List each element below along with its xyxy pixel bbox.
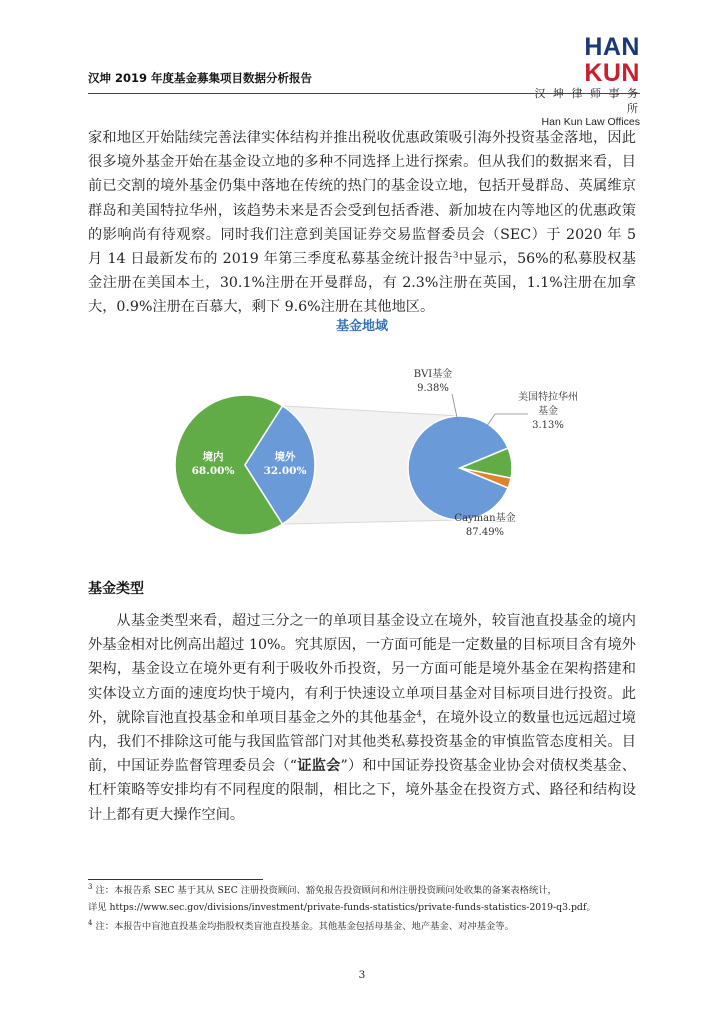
fund-region-chart [0,340,724,550]
sub-label-bvi-value: 9.38% [417,383,449,394]
report-header-title: 汉坤 2019 年度基金募集项目数据分析报告 [88,71,313,85]
sub-label-delaware-value: 3.13% [532,420,564,431]
logo-wordmark [530,34,640,86]
pie-of-pie-chart-svg [0,340,724,550]
logo-english-name: Han Kun Law Offices [541,116,640,128]
han-kun-logo [530,34,640,129]
main-label-domestic-value: 68.00% [191,465,235,477]
footnote-ref-4[interactable]: 4 [416,709,422,720]
footnote-divider [88,879,263,880]
main-label-offshore-value: 32.00% [263,465,307,477]
footnote-4: $^4$ 注：本报告中盲池直投基金均指股权类盲池直投基金。其他基金包括母基金、地产基金、对冲基金等。 [88,918,514,932]
sub-leader-delaware [487,414,528,426]
main-label-offshore-name: 境外 [274,451,296,463]
logo-kun: KUN [584,59,640,87]
footnote-ref-3[interactable]: 3 [453,250,459,261]
logo-chinese-name: 汉 坤 律 师 事 务 所 [534,87,640,115]
body-paragraph-2: 从基金类型来看，超过三分之一的单项目基金设立在境外，较盲池直投基金的境内外基金相对比例高出超过 10%。究其原因，一方面可能是一定数量的目标项目含有境外架构，基金设立在境外更有利于吸收外币投资，另一方面可能是境外基金在架构搭建和实体设立方面的速度均快于境内，有利于快速设立单项目基金对目标项目进行投资。此外，就除盲池直投基金和单项目基金之外的其他基金$^4$，在境外设立的数量也远远超过境内，我们不排除这可能与我国监管部门对其他类私募投资基金的审慎监管态度相关。目前，中国证券监督管理委员会（“证监会”）和中国证券投资基金业协会对债权类基金、杠杆策略等安排均有不同程度的限制，相比之下，境外基金在投资方式、路径和结构设计上都有更大操作空间。 [88,613,636,823]
section-heading-fund-type: 基金类型 [88,581,144,597]
header-divider [88,93,640,94]
sub-label-cayman-value: 87.49% [465,527,505,538]
footnote-3: $^3$ 注：本报告系 SEC 基于其从 SEC 注册投资顾问、豁免报告投资顾问和州注册投资顾问处收集的备案表格统计， 详见 https://www.sec.gov/divisions/investment/private-funds-statistics/private-funds-statistics-2019-q3.pdf。 [88,882,596,913]
footnote-3-link[interactable]: 详见 https://www.sec.gov/divisions/investment/private-funds-statistics/private-funds-statistics-2019-q3.pdf。 [88,902,596,913]
chart-title: 基金地域 [335,319,388,334]
sub-label-delaware-name-2: 基金 [538,406,558,417]
logo-han: HAN [584,33,640,61]
sub-label-bvi-name: BVI基金 [413,369,453,380]
main-label-domestic-name: 境内 [202,451,224,463]
body-paragraph-1: 家和地区开始陆续完善法律实体结构并推出税收优惠政策吸引海外投资基金落地，因此很多境外基金开始在基金设立地的多种不同选择上进行探索。但从我们的数据来看，目前已交割的境外基金仍集中落地在传统的热门的基金设立地，包括开曼群岛、英属维京群岛和美国特拉华州，该趋势未来是否会受到包括香港、新加坡在内等地区的优惠政策的影响尚有待观察。同时我们注意到美国证券交易监督委员会（SEC）于 2020 年 5 月 14 日最新发布的 2019 年第三季度私募基金统计报告$^3$中显示，56%的私募股权基金注册在美国本土，30.1%注册在开曼群岛，有 2.3%注册在英国，1.1%注册在加拿大，0.9%注册在百慕大，剩下 9.6%注册在其他地区。 [88,130,636,316]
page-number: 3 [358,969,366,981]
csrc-abbreviation: 证监会 [297,758,341,775]
sub-label-cayman-name: Cayman基金 [454,513,516,524]
sub-label-delaware-name-1: 美国特拉华州 [518,392,578,403]
